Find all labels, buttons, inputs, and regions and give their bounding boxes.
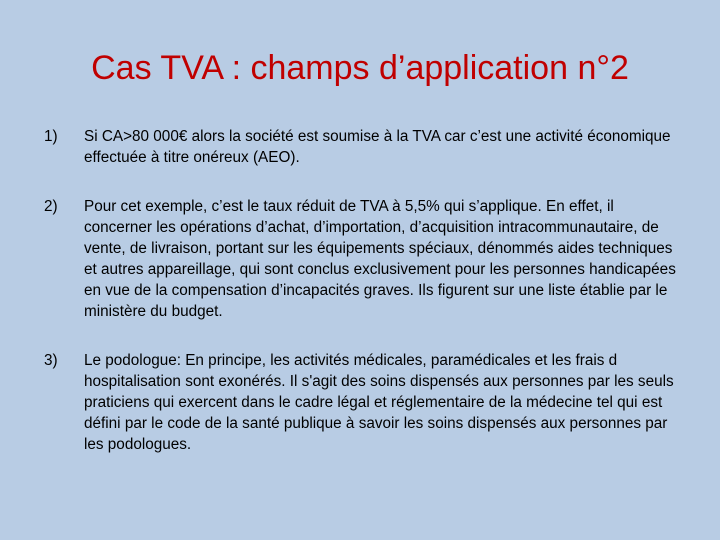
slide-title: Cas TVA : champs d’application n°2 (91, 49, 629, 87)
list-item-text: Le podologue: En principe, les activités médicales, paramédicales et les frais d hospitalisation sont exonérés. Il s'agit des soins dispensés aux personnes par les seuls praticiens qui exercent dans le cadre légal et réglementaire de la médecine tel qui est défini par le code de la santé publique à savoir les soins dispensés aux personnes par les podologues. (84, 352, 674, 453)
list-item (44, 350, 684, 455)
list-item-number: 1) (44, 128, 58, 145)
list-item-number: 3) (44, 352, 58, 369)
list-item (44, 196, 684, 322)
list-item (44, 126, 684, 168)
list-item-text: Pour cet exemple, c’est le taux réduit de TVA à 5,5% qui s’applique. En effet, il concerner les opérations d’achat, d’importation, d’acquisition intracommunautaire, de vente, de livraison, portant sur les équipements spéciaux, dénommés aides techniques et autres appareillage, qui sont conclus exclusivement pour les personnes handicapées en vue de la compensation d’incapacités graves. Ils figurent sur une liste établie par le ministère du budget. (84, 198, 676, 320)
list-item-number: 2) (44, 198, 58, 215)
numbered-list (44, 126, 684, 455)
list-item-text: Si CA>80 000€ alors la société est soumise à la TVA car c’est une activité économique effectuée à titre onéreux (AEO). (84, 128, 671, 166)
